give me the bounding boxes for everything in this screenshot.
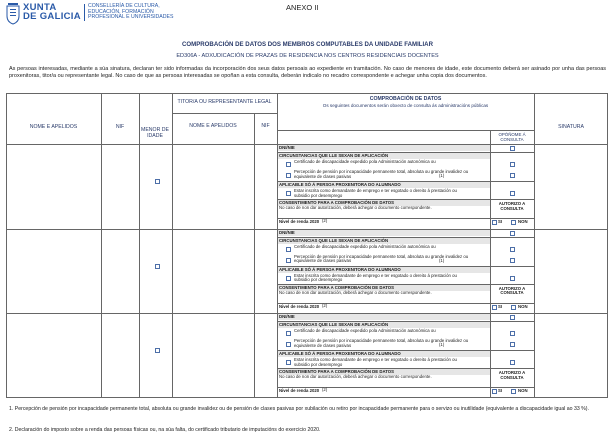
renda-non-label: NON [518, 219, 528, 224]
consent-sub-label: No caso de non dar autorización, deberá achegar o documento correspondente. [279, 289, 432, 295]
consent-label: CONSENTIMENTO PARA A COMPROBACIÓN DE DATOS [279, 369, 394, 374]
col-divider [101, 93, 102, 398]
dni-band [278, 145, 490, 151]
desemprego-oponse-checkbox[interactable] [510, 360, 515, 365]
page-header [0, 0, 615, 32]
pension-oponse-checkbox[interactable] [510, 173, 515, 178]
menor-checkbox[interactable] [155, 348, 160, 353]
consent-sub-label: No caso de non dar autorización, deberá achegar o documento correspondente. [279, 374, 432, 379]
renda-si-checkbox[interactable] [492, 220, 497, 225]
renda-non-label: NON [518, 388, 528, 393]
document-title: COMPROBACIÓN DE DATOS DOS MEMBROS COMPUTABLES DA UNIDADE FAMILIAR [182, 41, 433, 48]
consellaria-line: CONSELLERÍA DE CULTURA, [88, 3, 160, 9]
xunta-logo [6, 3, 81, 25]
aplic-label: APLICABLE SÓ Á PERSOA PROXENITORA DO ALUMNADO [279, 182, 401, 187]
dni-oponse-checkbox[interactable] [510, 146, 515, 151]
col-divider [490, 130, 491, 398]
renda-label: Nivel de renda 2020 [279, 219, 320, 224]
intro-paragraph: As persoas interesadas, mediante a súa sinatura, declaran ter sido informadas da incorporación dos seus datos persoais ao expediente en tramitación. No caso de menores de idade, este documento deberá ser asinado por unha das persoas proxenitoras, titor/a ou representante legal. No caso de que as persoas interesadas se opoñan a esta consulta, deberán indicalo no recadro correspondente e achegar unha copia dos documentos. [9, 66, 606, 79]
circ-label: CIRCUNSTANCIAS QUE LLE SEXAN DE APLICACIÓN [279, 153, 389, 158]
desemprego-label: Estar inscrita como demandante de emprego e ter esgotado o dereito á prestación ou subsidio por desemprego [294, 357, 457, 367]
discapacidade-label: Certificado de discapacidade expedido pola Administración autonómica ou [294, 243, 436, 249]
logo-line-1: XUNTA [23, 2, 57, 13]
renda-label: Nivel de renda 2020 [279, 303, 320, 309]
menor-checkbox[interactable] [155, 179, 160, 184]
dni-oponse-checkbox[interactable] [510, 231, 515, 236]
pension-oponse-checkbox[interactable] [510, 258, 515, 263]
dni-label: DNI/NIE [279, 229, 295, 235]
aplic-label: APLICABLE SÓ Á PERSOA PROXENITORA DO ALUMNADO [279, 266, 401, 272]
desemprego-checkbox[interactable] [286, 276, 291, 281]
col-header-oponse: OPÓÑOME Á CONSULTA [498, 132, 526, 142]
dni-band [278, 230, 490, 236]
consent-sub-label: No caso de non dar autorización, deberá achegar o documento correspondente. [279, 205, 432, 210]
footnote-ref: (1) [439, 342, 445, 347]
col-divider [139, 93, 140, 398]
circ-label: CIRCUNSTANCIAS QUE LLE SEXAN DE APLICACIÓN [279, 322, 389, 327]
consent-label: CONSENTIMENTO PARA A COMPROBACIÓN DE DATOS [279, 200, 394, 205]
consellaria-line: EDUCACIÓN, FORMACIÓN [88, 8, 154, 15]
xunta-shield-icon [6, 3, 20, 25]
pension-oponse-checkbox[interactable] [510, 342, 515, 347]
renda-label: Nivel de renda 2020 [279, 388, 320, 393]
desemprego-oponse-checkbox[interactable] [510, 276, 515, 281]
col-header-titor-nif: NIF [261, 123, 270, 129]
titor-divider [172, 113, 277, 114]
footnote-ref: (1) [439, 257, 445, 263]
desemprego-label: Estar inscrita como demandante de emprego e ter esgotado o dereito á prestación ou subsidio por desemprego [294, 272, 457, 283]
discapacidade-oponse-checkbox[interactable] [510, 331, 515, 336]
col-divider [254, 113, 255, 398]
renda-si-label: SI [498, 388, 503, 393]
consellaria-line: PROFESIONAL E UNIVERSIDADES [88, 14, 174, 21]
renda-si-checkbox[interactable] [492, 305, 497, 310]
footnote-1: 1. Percepción de pensión por incapacidade permanente total, absoluta ou grande invalidez ou de pensión de clases pasivas por xubilación ou retiro por incapacidade permanente para o servizo ou inutilidade (equivalente a discapacidade igual ao 33 %). [9, 406, 589, 412]
col-header-nif: NIF [115, 124, 125, 130]
dni-label: DNI/NIE [279, 314, 295, 319]
dni-oponse-checkbox[interactable] [510, 315, 515, 320]
discapacidade-oponse-checkbox[interactable] [510, 162, 515, 167]
dni-label: DNI/NIE [279, 145, 295, 150]
anexo-label: ANEXO II [286, 3, 319, 12]
col-header-titor: TITOR/A OU REPRESENTANTE LEGAL [177, 99, 272, 105]
data-table [6, 93, 608, 398]
footnote-ref: (2) [322, 302, 328, 308]
footnote-ref: (1) [439, 173, 445, 178]
logo-line-2: DE GALICIA [23, 11, 81, 22]
discapacidade-oponse-checkbox[interactable] [510, 247, 515, 252]
circ-label: CIRCUNSTANCIAS QUE LLE SEXAN DE APLICACIÓN [279, 237, 389, 243]
menor-checkbox[interactable] [155, 264, 160, 269]
footnote-2: 2. Declaración do imposto sobre a renda das persoas físicas ou, na súa falta, do certificado tributario de imputacións do exercicio 2020. [9, 427, 321, 433]
discapacidade-label: Certificado de discapacidade expedido pola Administración autonómica ou [294, 328, 436, 333]
footnote-ref: (2) [322, 387, 328, 392]
discapacidade-checkbox[interactable] [286, 331, 291, 336]
autorizo-label: AUTORIZO A CONSULTA [498, 201, 526, 211]
aplic-label: APLICABLE SÓ Á PERSOA PROXENITORA DO ALUMNADO [279, 351, 401, 356]
renda-si-label: SI [498, 303, 503, 309]
desemprego-checkbox[interactable] [286, 360, 291, 365]
discapacidade-checkbox[interactable] [286, 162, 291, 167]
col-header-nome: NOME E APELIDOS [29, 124, 78, 130]
footnote-ref: (2) [322, 218, 328, 223]
renda-si-checkbox[interactable] [492, 389, 497, 394]
col-divider [534, 93, 535, 398]
desemprego-label: Estar inscrita como demandante de emprego e ter esgotado o dereito á prestación ou subsidio por desemprego [294, 188, 457, 198]
discapacidade-label: Certificado de discapacidade expedido pola Administración autonómica ou [294, 159, 436, 164]
pension-label: Percepción de pensión por incapacidade permanente total, absoluta ou grande invalidez ou equivalente de clases pasivas [294, 169, 469, 179]
pension-checkbox[interactable] [286, 173, 291, 178]
renda-non-checkbox[interactable] [511, 389, 516, 394]
col-header-comprobacion-sub: Os seguintes documentos serán obxecto de consulta ás administracións públicas [322, 103, 489, 108]
col-divider [172, 93, 173, 398]
col-header-sinatura: SINATURA [558, 124, 584, 130]
pension-label: Percepción de pensión por incapacidade permanente total, absoluta ou grande invalidez ou equivalente de clases pasivas [294, 338, 469, 348]
renda-non-label: NON [518, 303, 528, 309]
document-subtitle: ED306A - ADXUDICACIÓN DE PRAZAS DE RESIDENCIA NOS CENTROS RESIDENCIAIS DOCENTES [176, 53, 439, 59]
discapacidade-checkbox[interactable] [286, 247, 291, 252]
col-header-menor: MENOR DE IDADE [141, 127, 169, 139]
renda-si-label: SI [498, 219, 503, 224]
pension-checkbox[interactable] [286, 258, 291, 263]
col-header-titor-nome: NOME E APELIDOS [189, 123, 237, 129]
col-header-comprobacion: COMPROBACIÓN DE DATOS [369, 96, 442, 102]
consent-label: CONSENTIMENTO PARA A COMPROBACIÓN DE DATOS [279, 284, 394, 290]
renda-non-checkbox[interactable] [511, 305, 516, 310]
autorizo-label: AUTORIZO A CONSULTA [498, 285, 526, 296]
autorizo-label: AUTORIZO A CONSULTA [498, 370, 526, 380]
desemprego-oponse-checkbox[interactable] [510, 191, 515, 196]
consellaria-name [84, 4, 173, 21]
desemprego-checkbox[interactable] [286, 191, 291, 196]
renda-non-checkbox[interactable] [511, 220, 516, 225]
pension-checkbox[interactable] [286, 342, 291, 347]
dni-band [278, 314, 490, 320]
pension-label: Percepción de pensión por incapacidade permanente total, absoluta ou grande invalidez ou equivalente de clases pasivas [294, 253, 469, 264]
header-divider [277, 130, 534, 131]
